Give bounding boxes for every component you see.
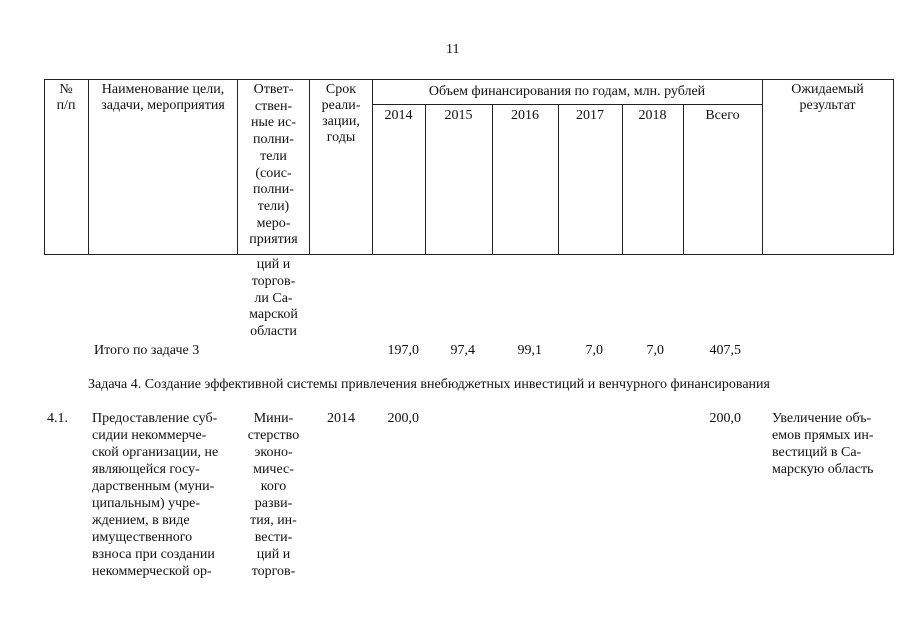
header-term xyxy=(310,82,372,146)
continued-responsible-line: торгов- xyxy=(251,273,296,289)
header-responsible-line: тели xyxy=(260,148,287,164)
continued-responsible xyxy=(238,257,309,341)
row-name xyxy=(92,410,237,580)
header-responsible-line: меро- xyxy=(256,215,291,231)
row-responsible xyxy=(238,410,309,580)
row-result-line: вестиций в Са- xyxy=(772,445,862,460)
row-name-line: сидии некоммерче- xyxy=(92,428,207,443)
col-border xyxy=(893,79,894,255)
header-result-line: Ожидаемый xyxy=(791,82,864,97)
row-name-line: взноса при создании xyxy=(92,547,215,562)
header-number-line: п/п xyxy=(56,98,76,113)
header-responsible-line: ные ис- xyxy=(251,115,296,131)
continued-responsible-line: области xyxy=(250,324,297,340)
header-number xyxy=(44,82,88,114)
header-responsible-line: тели) xyxy=(257,198,290,214)
col-border xyxy=(88,79,89,255)
header-year-2017: 2017 xyxy=(576,108,604,123)
header-name xyxy=(90,82,236,114)
row-responsible-line: мичес- xyxy=(253,462,294,477)
table-top-border xyxy=(44,79,894,80)
col-border xyxy=(558,104,559,255)
header-total: Всего xyxy=(705,108,740,123)
row-responsible-line: эконо- xyxy=(254,445,293,460)
row-responsible-line: Мини- xyxy=(253,411,294,426)
header-result xyxy=(762,82,893,114)
header-year-2015: 2015 xyxy=(444,108,473,123)
total-value-2016: 99,1 xyxy=(517,343,542,358)
header-year-2016: 2016 xyxy=(511,108,539,123)
row-responsible-line: вести- xyxy=(254,530,293,545)
row-name-line: ждением, в виде xyxy=(92,513,190,528)
total-value-2015: 97,4 xyxy=(450,343,475,358)
header-year-2014: 2014 xyxy=(384,108,413,123)
header-responsible-line: ствен- xyxy=(254,98,293,114)
row-year: 2014 xyxy=(327,411,355,426)
header-term-line: Срок xyxy=(325,82,357,97)
col-border xyxy=(683,104,684,255)
header-responsible xyxy=(238,82,309,249)
page-number: 11 xyxy=(446,42,460,57)
total-value-2018: 7,0 xyxy=(646,343,664,358)
row-name-line: имущественного xyxy=(92,530,193,545)
row-result-line: марскую область xyxy=(772,462,874,477)
header-result-line: результат xyxy=(799,98,856,113)
row-responsible-line: кого xyxy=(260,479,287,494)
row-responsible-line: тия, ин- xyxy=(250,513,297,528)
header-responsible-line: полни- xyxy=(253,182,294,198)
row-name-line: являющейся госу- xyxy=(92,462,200,477)
row-name-line: Предоставление суб- xyxy=(92,411,218,426)
row-name-line: дарственным (муни- xyxy=(92,479,215,494)
continued-responsible-line: ций и xyxy=(256,257,291,272)
row-result-line: Увеличение объ- xyxy=(772,411,872,426)
total-value-all: 407,5 xyxy=(709,343,741,358)
row-total: 200,0 xyxy=(709,411,741,426)
header-name-line: задачи, мероприятия xyxy=(101,98,225,113)
header-year-2018: 2018 xyxy=(638,108,667,123)
header-responsible-line: полни- xyxy=(253,132,294,148)
total-row-label: Итого по задаче 3 xyxy=(94,343,200,358)
row-responsible-line: торгов- xyxy=(251,564,296,579)
col-border xyxy=(492,104,493,255)
col-border xyxy=(622,104,623,255)
financing-subheader-border xyxy=(372,104,762,105)
col-border xyxy=(425,104,426,255)
row-result-line: емов прямых ин- xyxy=(772,428,874,443)
continued-responsible-line: ли Са- xyxy=(254,290,293,306)
row-result xyxy=(772,410,897,478)
header-term-line: зации, xyxy=(322,114,360,129)
row-name-line: ципальным) учре- xyxy=(92,496,201,511)
header-financing-title: Объем финансирования по годам, млн. рублей xyxy=(428,84,706,99)
row-number: 4.1. xyxy=(47,411,68,426)
total-value-2014: 197,0 xyxy=(387,343,419,358)
col-border xyxy=(372,79,373,255)
row-responsible-line: ций и xyxy=(256,547,291,562)
total-value-2017: 7,0 xyxy=(585,343,603,358)
header-responsible-line: приятия xyxy=(249,232,298,248)
row-name-line: некоммерческой ор- xyxy=(92,564,212,579)
header-number-line: № xyxy=(59,82,73,97)
row-amount-2014: 200,0 xyxy=(387,411,419,426)
task4-title: Задача 4. Создание эффективной системы привлечения внебюджетных инвестиций и венчурного финансирования xyxy=(88,377,770,392)
header-term-line: реали- xyxy=(321,98,361,113)
header-responsible-line: Ответ- xyxy=(253,82,294,97)
continued-responsible-line: марской xyxy=(249,307,298,323)
header-term-line: годы xyxy=(326,130,356,145)
header-name-line: Наименование цели, xyxy=(101,82,225,97)
header-responsible-line: (соис- xyxy=(255,165,292,181)
row-name-line: ской организации, не xyxy=(92,445,219,460)
header-bottom-border xyxy=(44,254,894,255)
row-responsible-line: стерство xyxy=(247,428,300,443)
row-responsible-line: разви- xyxy=(254,496,293,511)
